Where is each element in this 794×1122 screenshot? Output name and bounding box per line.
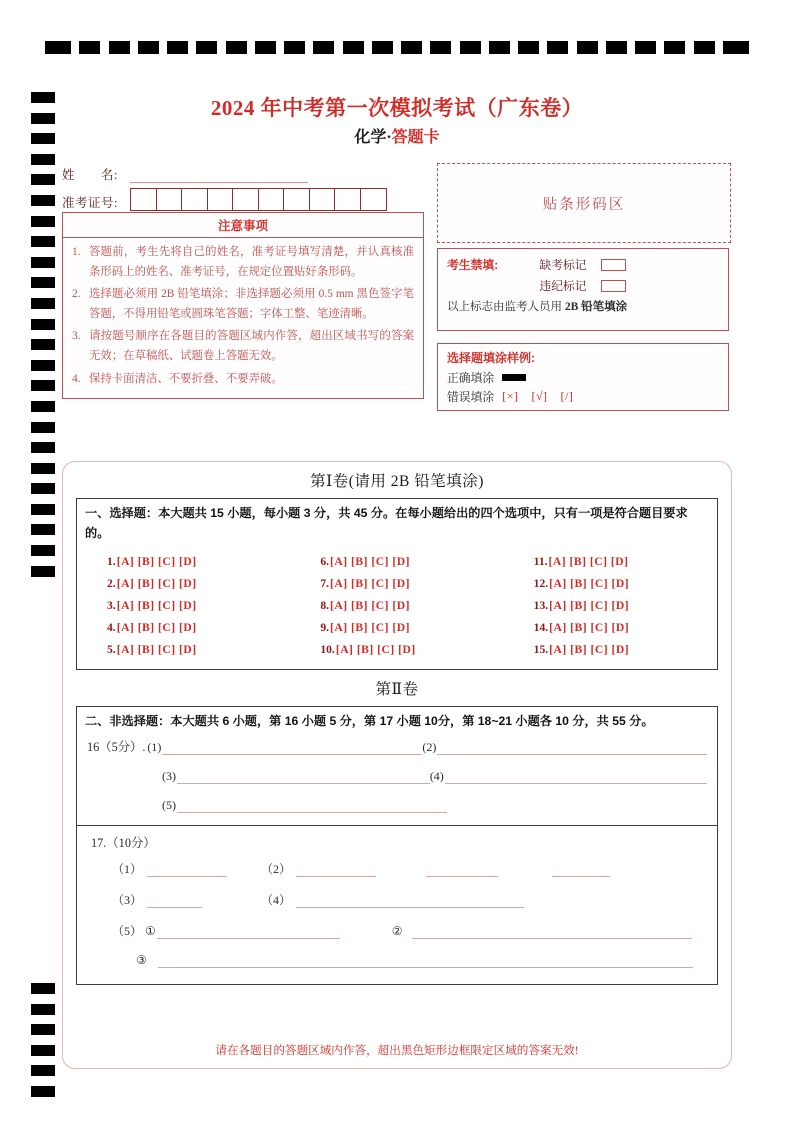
- registration-mark: [31, 422, 55, 433]
- q16-sub-1-blank[interactable]: [162, 742, 422, 755]
- q17-sub-1-blank[interactable]: [147, 864, 227, 877]
- q16-sub-2-blank[interactable]: [437, 742, 707, 755]
- registration-mark: [31, 298, 55, 309]
- wrong-fill-slash-icon: [/]: [560, 389, 574, 403]
- name-row: [62, 165, 422, 183]
- q17-sub-2-blank-a[interactable]: [296, 864, 376, 877]
- q16-sub-2-number: (2): [422, 740, 437, 755]
- q17-sub-4-blank[interactable]: [296, 895, 524, 908]
- registration-mark: [31, 504, 55, 515]
- q17-sub-2-blank-b[interactable]: [426, 864, 498, 877]
- mc-question-number: 2.: [107, 577, 116, 591]
- registration-mark: [31, 566, 55, 577]
- registration-mark: [31, 319, 55, 330]
- q17-label: 17.（10分）: [91, 836, 156, 851]
- registration-mark: [31, 277, 55, 288]
- q17-sub-1-number: （1）: [112, 862, 143, 877]
- q16-sub-5-blank[interactable]: [177, 800, 447, 813]
- registration-mark: [31, 524, 55, 535]
- exam-number-cell[interactable]: [233, 189, 259, 210]
- mc-answer-row[interactable]: [504, 617, 717, 639]
- exam-number-label: 准考证号:: [62, 196, 118, 210]
- mc-options[interactable]: [A] [B] [C] [D]: [116, 599, 197, 613]
- q16-sub-4-blank[interactable]: [445, 771, 707, 784]
- barcode-area-label: 贴条形码区: [542, 196, 626, 213]
- registration-mark: [343, 41, 364, 54]
- sheet-type-label: 答题卡: [391, 129, 440, 146]
- forbidden-note-prefix: 以上标志由监考人员用: [447, 301, 565, 313]
- registration-mark: [226, 41, 247, 54]
- registration-mark: [31, 257, 55, 268]
- registration-mark: [138, 41, 159, 54]
- mc-question-number: 6.: [320, 555, 330, 569]
- notice-item: 答题前，考生先将自己的姓名，准考证号填写清楚，并认真核准条形码上的姓名、准考证号，在规定位置贴好条形码。: [89, 246, 414, 278]
- wrong-fill-label: 错误填涂: [447, 390, 495, 404]
- subject-label: 化学: [354, 129, 387, 146]
- q17-circle-2: ②: [391, 924, 403, 939]
- registration-mark: [31, 1024, 55, 1035]
- mc-answer-row[interactable]: [290, 573, 503, 595]
- mc-question-number: 9.: [320, 621, 330, 635]
- q16-label: 16（5分）.: [87, 740, 146, 755]
- subtitle-separator: ·: [386, 129, 392, 146]
- registration-mark: [401, 41, 422, 54]
- registration-mark: [31, 1065, 55, 1076]
- registration-mark: [31, 983, 55, 994]
- mc-options[interactable]: [A] [B] [C] [D]: [116, 621, 197, 635]
- registration-mark: [489, 41, 510, 54]
- registration-mark: [31, 1086, 55, 1097]
- mc-options[interactable]: [A] [B] [C] [D]: [549, 621, 630, 635]
- exam-number-cell[interactable]: [284, 189, 310, 210]
- mc-question-number: 15.: [533, 643, 549, 657]
- violation-mark-label: 违纪标记: [539, 279, 587, 293]
- registration-mark: [547, 41, 568, 54]
- notice-box: [62, 212, 424, 399]
- registration-mark: [31, 463, 55, 474]
- volume-1-section-heading: 一、选择题：本大题共 15 小题，每小题 3 分，共 45 分。在每小题给出的四个选项中，只有一项是符合题目要求的。: [85, 506, 688, 540]
- registration-mark: [31, 401, 55, 412]
- q16-sub-3-number: (3): [162, 769, 176, 784]
- question-16-block: [77, 734, 717, 825]
- multiple-choice-grid: [77, 547, 717, 669]
- page-title: 2024 年中考第一次模拟考试（广东卷）: [210, 96, 584, 120]
- left-registration-marks-top: [31, 92, 55, 586]
- registration-mark: [79, 41, 100, 54]
- q17-circle-3: ③: [136, 953, 147, 968]
- registration-mark: [635, 41, 656, 54]
- mc-question-number: 7.: [320, 577, 330, 591]
- mc-question-number: 8.: [320, 599, 330, 613]
- q17-sub-3-number: （3）: [112, 893, 143, 908]
- volume-2-title: 第Ⅱ卷: [375, 680, 419, 698]
- exam-number-cell[interactable]: [310, 189, 336, 210]
- mc-options[interactable]: [A] [B] [C] [D]: [116, 555, 197, 569]
- mc-answer-row[interactable]: [77, 551, 290, 573]
- mc-answer-row[interactable]: [504, 551, 717, 573]
- exam-number-cell[interactable]: [361, 189, 387, 210]
- registration-mark: [167, 41, 188, 54]
- q17-circle-1-blank[interactable]: [157, 926, 340, 939]
- registration-mark: [31, 380, 55, 391]
- answer-area-container: [62, 461, 732, 1069]
- registration-mark: [694, 41, 715, 54]
- mc-question-number: 13.: [533, 599, 549, 613]
- registration-mark: [606, 41, 627, 54]
- registration-mark: [109, 41, 130, 54]
- exam-number-cell[interactable]: [157, 189, 183, 210]
- q17-row-3: [77, 922, 717, 939]
- footer-warning-note: 请在各题目的答题区域内作答，超出黑色矩形边框限定区域的答案无效!: [215, 1044, 579, 1057]
- correct-fill-sample-icon: [502, 374, 526, 381]
- q17-sub-4-number: （4）: [261, 893, 292, 908]
- fill-example-title: 选择题填涂样例:: [447, 351, 535, 365]
- forbidden-fill-box: [437, 248, 729, 331]
- registration-mark: [45, 41, 71, 54]
- mc-answer-row[interactable]: [290, 551, 503, 573]
- absent-mark-bubble[interactable]: [601, 259, 626, 271]
- exam-number-row: [62, 188, 422, 211]
- q17-sub-2-number: （2）: [261, 862, 292, 877]
- registration-mark: [31, 442, 55, 453]
- fill-example-box: [437, 343, 729, 411]
- mc-answer-row[interactable]: [77, 595, 290, 617]
- absent-mark-row: [447, 256, 719, 273]
- exam-number-cell[interactable]: [208, 189, 234, 210]
- registration-mark: [313, 41, 334, 54]
- volume-1-box: [76, 498, 718, 670]
- registration-mark: [31, 339, 55, 350]
- registration-mark: [430, 41, 451, 54]
- q17-row-2: [77, 891, 717, 908]
- correct-fill-label: 正确填涂: [447, 371, 495, 385]
- registration-mark: [31, 236, 55, 247]
- mc-question-number: 11.: [533, 555, 548, 569]
- student-info-area: [62, 165, 422, 216]
- q16-row-2: [77, 769, 717, 784]
- registration-mark: [31, 216, 55, 227]
- q16-row-1: [77, 737, 717, 755]
- wrong-fill-cross-icon: [×]: [502, 389, 519, 403]
- mc-answer-row[interactable]: [504, 639, 717, 661]
- registration-mark: [460, 41, 481, 54]
- exam-number-cell[interactable]: [335, 189, 361, 210]
- mc-options[interactable]: [A] [B] [C] [D]: [330, 555, 410, 569]
- q16-sub-4-number: (4): [429, 769, 444, 784]
- registration-mark: [31, 360, 55, 371]
- registration-mark: [31, 545, 55, 556]
- violation-mark-row: [447, 277, 719, 294]
- mc-answer-row[interactable]: [504, 595, 717, 617]
- forbidden-title: 考生禁填:: [447, 258, 499, 272]
- mc-answer-row[interactable]: [77, 573, 290, 595]
- mc-options[interactable]: [A] [B] [C] [D]: [549, 599, 630, 613]
- name-input-line[interactable]: [130, 169, 308, 183]
- mc-answer-row[interactable]: [290, 595, 503, 617]
- exam-number-cell[interactable]: [182, 189, 208, 210]
- wrong-fill-check-icon: [√]: [531, 389, 548, 403]
- registration-mark: [284, 41, 305, 54]
- q16-sub-1-number: (1): [147, 740, 162, 755]
- q17-sub-2-blank-c[interactable]: [552, 864, 610, 877]
- q17-sub-3-blank[interactable]: [147, 895, 202, 908]
- mc-answer-row[interactable]: [290, 639, 503, 661]
- mc-options[interactable]: [A] [B] [C] [D]: [548, 555, 629, 569]
- mc-question-number: 10.: [320, 643, 335, 657]
- volume-1-title: 第Ⅰ卷(请用 2B 铅笔填涂): [310, 473, 484, 490]
- notice-title: 注意事项: [63, 213, 423, 238]
- exam-number-cell[interactable]: [131, 189, 157, 210]
- barcode-paste-area: [437, 163, 731, 243]
- correct-fill-row: [447, 369, 719, 386]
- mc-question-number: 12.: [533, 577, 549, 591]
- mc-options[interactable]: [A] [B] [C] [D]: [549, 643, 630, 657]
- registration-mark: [31, 195, 55, 206]
- top-registration-marks: [45, 41, 749, 54]
- mc-options[interactable]: [A] [B] [C] [D]: [335, 643, 416, 657]
- registration-mark: [577, 41, 598, 54]
- registration-mark: [518, 41, 539, 54]
- mc-options[interactable]: [A] [B] [C] [D]: [549, 577, 630, 591]
- notice-list: [63, 238, 423, 398]
- q17-row-4: [77, 953, 717, 968]
- notice-item: 保持卡面清洁、不要折叠、不要弄破。: [89, 372, 283, 385]
- question-17-block: [77, 826, 717, 984]
- mc-options[interactable]: [A] [B] [C] [D]: [116, 643, 197, 657]
- exam-number-input-boxes[interactable]: [130, 188, 387, 211]
- mc-options[interactable]: [A] [B] [C] [D]: [330, 599, 410, 613]
- mc-options[interactable]: [A] [B] [C] [D]: [116, 577, 197, 591]
- mc-question-number: 4.: [107, 621, 116, 635]
- registration-mark: [196, 41, 217, 54]
- mc-options[interactable]: [A] [B] [C] [D]: [330, 621, 410, 635]
- registration-mark: [31, 1004, 55, 1015]
- registration-mark: [31, 154, 55, 165]
- registration-mark: [372, 41, 393, 54]
- registration-mark: [723, 41, 749, 54]
- violation-mark-bubble[interactable]: [601, 280, 626, 292]
- forbidden-note-bold: 2B 铅笔填涂: [564, 301, 628, 313]
- page-subtitle: [0, 124, 794, 147]
- mc-question-number: 1.: [107, 555, 116, 569]
- volume-2-section-heading: 二、非选择题：本大题共 6 小题，第 16 小题 5 分，第 17 小题 10分，第 18~21 小题各 10 分，共 55 分。: [85, 713, 654, 728]
- mc-answer-row[interactable]: [290, 617, 503, 639]
- q17-circle-2-blank[interactable]: [412, 926, 692, 939]
- q17-circle-1: ①: [145, 924, 156, 939]
- q17-circle-3-blank[interactable]: [158, 955, 693, 968]
- q17-sub-5-number: （5）: [112, 924, 143, 939]
- mc-answer-row[interactable]: [77, 639, 290, 661]
- registration-mark: [31, 483, 55, 494]
- mc-answer-row[interactable]: [77, 617, 290, 639]
- q17-row-1: [77, 860, 717, 877]
- mc-answer-row[interactable]: [504, 573, 717, 595]
- volume-2-box: [76, 706, 718, 827]
- question-17-box: [76, 825, 718, 985]
- registration-mark: [255, 41, 276, 54]
- q16-sub-3-blank[interactable]: [177, 771, 430, 784]
- q16-row-3: [77, 798, 717, 813]
- mc-question-number: 5.: [107, 643, 116, 657]
- mc-options[interactable]: [A] [B] [C] [D]: [330, 577, 410, 591]
- exam-number-cell[interactable]: [259, 189, 285, 210]
- notice-item: 选择题必须用 2B 铅笔填涂；非选择题必须用 0.5 mm 黑色签字笔答题，不得用铅笔或圆珠笔答题；字体工整、笔迹清晰。: [89, 288, 414, 320]
- registration-mark: [31, 174, 55, 185]
- absent-mark-label: 缺考标记: [539, 258, 587, 272]
- mc-question-number: 3.: [107, 599, 116, 613]
- q16-sub-5-number: (5): [162, 798, 176, 813]
- mc-question-number: 14.: [533, 621, 549, 635]
- registration-mark: [664, 41, 685, 54]
- notice-item: 请按题号顺序在各题目的答题区域内作答，超出区域书写的答案无效；在草稿纸、试题卷上答题无效。: [89, 330, 414, 363]
- name-label: 姓 名:: [62, 168, 118, 182]
- wrong-fill-row: [447, 388, 719, 405]
- forbidden-note: [447, 298, 719, 314]
